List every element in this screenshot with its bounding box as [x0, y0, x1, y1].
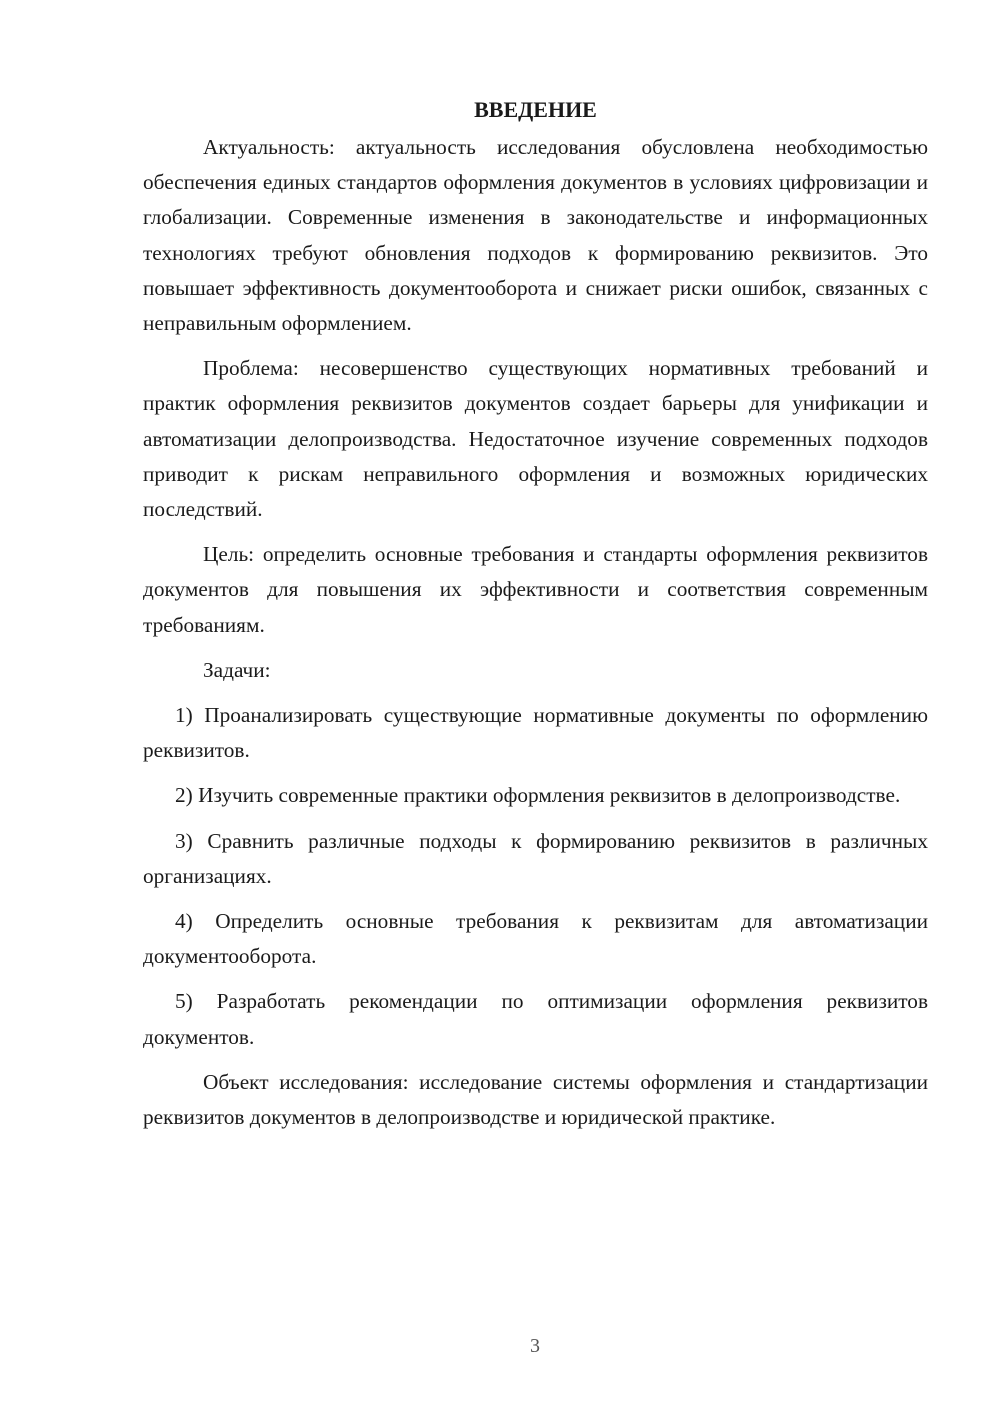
- task-item-5: 5) Разработать рекомендации по оптимизации оформления реквизитов документов.: [143, 989, 928, 1049]
- task-item-4: 4) Определить основные требования к реквизитам для автоматизации документооборота.: [143, 909, 928, 969]
- task-item-3: 3) Сравнить различные подходы к формированию реквизитов в различных организациях.: [143, 828, 928, 888]
- page-content: [143, 92, 928, 1145]
- paragraph-problem: Проблема: несовершенство существующих нормативных требований и практик оформления реквизитов документов создает барьеры для унификации и автоматизации делопроизводства. Недостаточное изучение современных подходов приводит к рискам неправильного оформления и возможных юридических последствий.: [143, 356, 928, 522]
- task-item-1: 1) Проанализировать существующие нормативные документы по оформлению реквизитов.: [143, 703, 928, 763]
- paragraph-object: Объект исследования: исследование системы оформления и стандартизации реквизитов документов в делопроизводстве и юридической практике.: [143, 1069, 928, 1130]
- task-item-2: 2) Изучить современные практики оформления реквизитов в делопроизводстве.: [175, 783, 901, 808]
- tasks-label: Задачи:: [203, 657, 271, 682]
- page-number: 3: [530, 1335, 540, 1357]
- paragraph-relevance: Актуальность: актуальность исследования обусловлена необходимостью обеспечения единых стандартов оформления документов в условиях цифровизации и глобализации. Современные изменения в законодательстве и информационных технологиях требуют обновления подходов к формированию реквизитов. Это повышает эффективность документооборота и снижает риски ошибок, связанных с неправильным оформлением.: [143, 135, 928, 336]
- section-title: ВВЕДЕНИЕ: [474, 97, 597, 122]
- paragraph-goal: Цель: определить основные требования и стандарты оформления реквизитов документов для повышения их эффективности и соответствия современным требованиям.: [143, 542, 928, 637]
